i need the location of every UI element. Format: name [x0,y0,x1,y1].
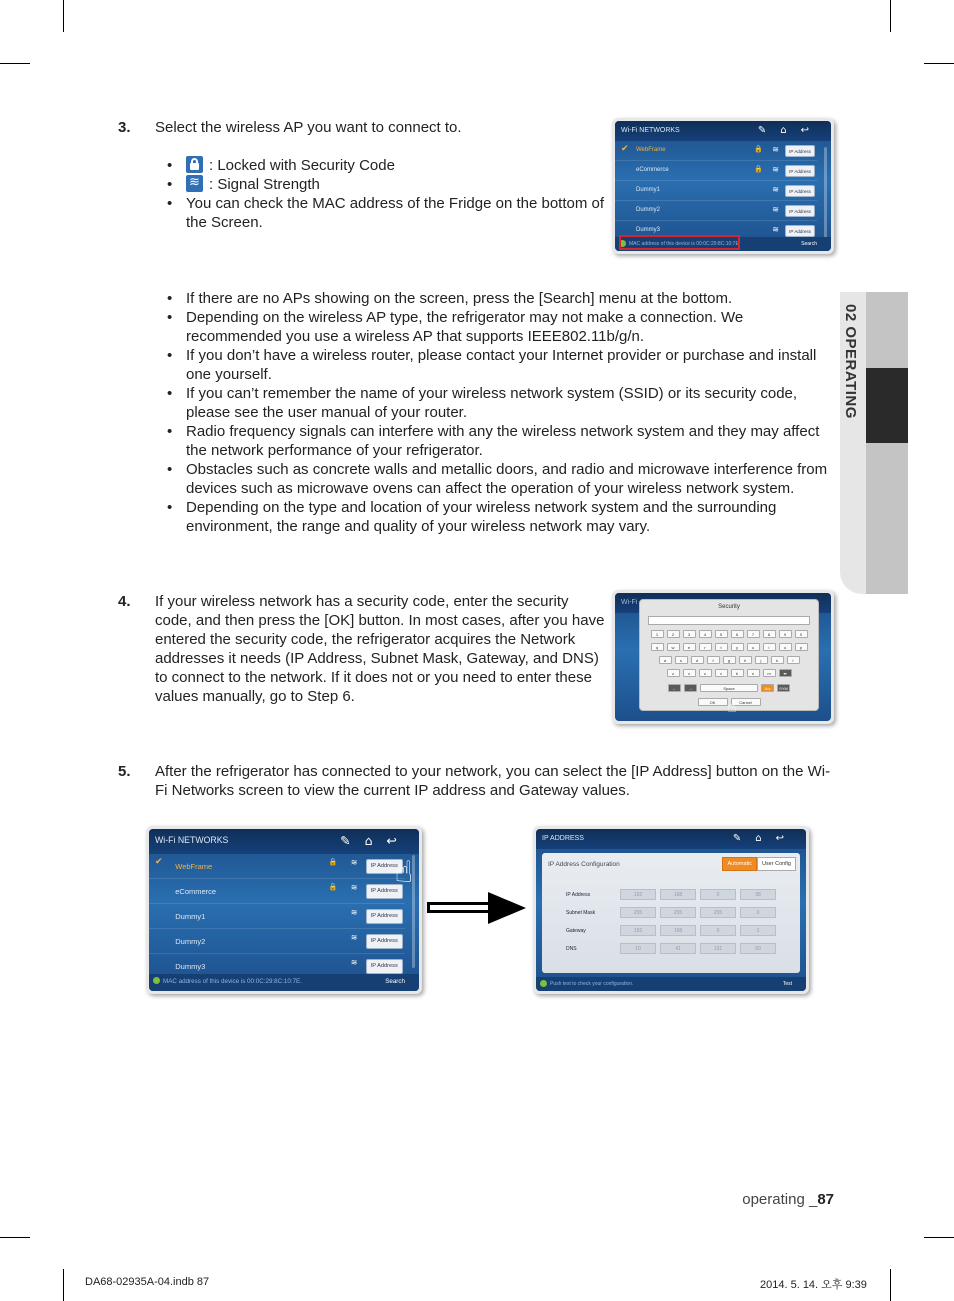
octet-field[interactable]: 10 [620,943,656,954]
list-item: • If there are no APs showing on the screen, press the [Search] menu at the bottom. [160,289,840,308]
key[interactable]: o [779,643,792,651]
key[interactable]: u [747,643,760,651]
network-row[interactable] [149,929,405,954]
network-name: Dummy3 [175,961,206,971]
backspace-key[interactable]: ⬅ [779,669,792,677]
check-icon: ✔ [621,144,629,154]
wifi-signal-icon: ≋ [772,205,779,214]
step-3-bullets [160,156,610,232]
ip-address-button[interactable]: IP Address [785,185,815,197]
ok-button[interactable]: OK [698,698,728,706]
list-item: • If you don’t have a wireless router, please contact your Internet provider or purchase and install one yourself. [160,346,840,384]
step-number: 5. [118,763,131,780]
ip-config-label: IP Address Configuration [548,861,620,868]
network-name: eCommerce [175,886,217,896]
key[interactable]: a [659,656,672,664]
octet-field[interactable]: 168 [660,889,696,900]
user-config-button[interactable]: User Config [757,857,796,871]
key[interactable]: 1 [651,630,664,638]
mac-address-text: MAC address of this device is 00:0C:29:8C:10:7E. [163,977,302,985]
ip-address-button[interactable]: IP Address [785,145,815,157]
crop-mark [0,1237,30,1238]
screen-title: Wi-Fi NETWORKS [155,835,229,845]
ip-field-label: IP Address [566,892,591,898]
page-number [742,1191,834,1208]
right-arrow-key[interactable]: → [684,684,697,692]
octet-field[interactable]: 60 [740,943,776,954]
key[interactable]: s [675,656,688,664]
key[interactable]: y [731,643,744,651]
step-text: Select the wireless AP you want to connect to. [155,119,462,136]
crop-mark [890,1269,891,1301]
key[interactable]: 5 [715,630,728,638]
key[interactable]: q [651,643,664,651]
lock-icon: 🔒 [754,165,763,173]
ip-field-label: DNS [566,946,577,952]
key[interactable]: 3 [683,630,696,638]
ip-address-button[interactable]: IP Address [366,884,404,899]
mac-address-text: MAC address of this device is 00:0C:29:8C:10:7E. [629,241,741,247]
sym-key[interactable]: SYM [777,684,790,692]
network-row[interactable] [615,161,817,181]
lock-icon: 🔒 [328,858,338,866]
mac-highlight-box [619,235,740,250]
ip-address-button[interactable]: IP Address [785,165,815,177]
security-keyboard-screenshot: Wi-Fi Security 1 2 3 4 5 6 7 8 9 0 q w e r t y u i o p a s d f g h j k l z x c v b n m ⬅ ← → Space A/a SYM OK Cancel ☝ [612,590,834,724]
network-name: Dummy2 [636,207,661,213]
ip-mode-toggle [722,857,796,871]
key[interactable]: x [683,669,696,677]
network-name: Dummy1 [636,187,661,193]
key[interactable]: i [763,643,776,651]
ip-config-panel [542,853,800,973]
page-num: 87 [817,1191,834,1208]
wifi-signal-icon: ≋ [350,858,358,867]
network-row[interactable] [615,141,817,161]
octet-field[interactable]: 0 [740,907,776,918]
page-prefix: operating _ [742,1191,818,1208]
network-name: WebFrame [175,861,213,871]
key[interactable]: n [747,669,760,677]
automatic-button[interactable]: Automatic [722,857,756,871]
key[interactable]: 0 [795,630,808,638]
header-icons: ✎⌂↩ [340,833,411,848]
key[interactable]: f [707,656,720,664]
network-row[interactable] [149,879,405,904]
key[interactable]: e [683,643,696,651]
key[interactable]: 2 [667,630,680,638]
file-slug: DA68-02935A-04.indb 87 [85,1276,210,1288]
list-item: • Radio frequency signals can interfere with any the wireless network system and they may affect the network performance of your refrigerator. [160,422,840,460]
wifi-signal-icon: ≋ [772,225,779,234]
list-item [160,156,610,175]
octet-field[interactable]: 255 [660,907,696,918]
list-item [160,194,610,232]
ip-address-button[interactable]: IP Address [785,205,815,217]
ip-field-label: Subnet Mask [566,910,596,916]
case-key[interactable]: A/a [761,684,774,692]
network-name: WebFrame [636,147,666,153]
key[interactable]: b [731,669,744,677]
key[interactable]: 9 [779,630,792,638]
test-button[interactable]: Test [782,981,792,987]
key[interactable]: t [715,643,728,651]
crop-mark [63,1269,64,1301]
crop-mark [924,1237,954,1238]
network-row[interactable] [615,181,817,201]
screen-title: IP ADDRESS [542,835,584,842]
lock-icon [186,156,203,173]
wifi-signal-icon: ≋ [350,933,358,942]
date-slug: 2014. 5. 14. 오후 9:39 [760,1279,867,1291]
footer-text: Push test to check your configuration. [550,981,634,987]
network-row[interactable] [149,854,405,879]
list-item: • Obstacles such as concrete walls and metallic doors, and radio and microwave interference from devices such as microwave ovens can affect the operation of your wireless network system. [160,460,840,498]
key[interactable]: l [787,656,800,664]
octet-field[interactable]: 131 [700,943,736,954]
network-name: eCommerce [636,167,669,173]
step-text: If your wireless network has a security code, enter the security code, and then press the [OK] button. In most cases, after you have entered the security code, the refrigerator acquires the Network addresses it needs (IP Address, Subnet Mask, Gateway, and DNS) to connect to the network. If it does not or you need to enter these values manually, go to Step 6. [155,593,605,705]
step-text: After the refrigerator has connected to your network, you can select the [IP Address] button on the Wi-Fi Networks screen to view the current IP address and Gateway values. [155,763,831,799]
list-item: • Depending on the wireless AP type, the refrigerator may not make a connection. We recommended you use a wireless AP that supports IEEE802.11b/g/n. [160,308,840,346]
wifi-signal-icon: ≋ [772,185,779,194]
octet-field[interactable]: 255 [620,907,656,918]
search-button[interactable]: Search [801,241,817,247]
network-name: Dummy1 [175,911,206,921]
list-item: • Depending on the type and location of your wireless network system and the surrounding environment, the range and quality of your wireless network may vary. [160,498,840,536]
info-icon [153,977,160,984]
keyboard-title: Security [718,604,740,610]
ip-address-button[interactable]: IP Address [366,959,404,974]
key[interactable]: 7 [747,630,760,638]
ip-address-screenshot [533,826,809,994]
octet-field[interactable]: 192 [620,925,656,936]
bullet-text: : Locked with Security Code [209,157,395,174]
network-name: Dummy2 [175,936,206,946]
wifi-signal-icon: ≋ [350,883,358,892]
octet-field[interactable]: 1 [740,925,776,936]
hand-pointer-icon: ☝ [727,697,737,716]
key[interactable]: j [755,656,768,664]
key[interactable]: z [667,669,680,677]
octet-field[interactable]: 41 [660,943,696,954]
wifi-networks-large-screenshot [146,826,422,994]
crop-mark [890,0,891,32]
hand-pointer-icon: ☝ [394,855,413,890]
side-tab-label: 02 OPERATING [842,304,859,419]
screen-title: Wi-Fi NETWORKS [621,127,680,134]
ip-address-button[interactable]: IP Address [785,225,815,237]
key[interactable]: m [763,669,776,677]
key[interactable]: d [691,656,704,664]
key[interactable]: w [667,643,680,651]
octet-field[interactable]: 192 [620,889,656,900]
octet-field[interactable]: 255 [700,907,736,918]
screen-footer [536,977,806,991]
check-icon: ✔ [155,857,163,867]
list-item [160,175,610,194]
search-button[interactable]: Search [385,977,405,985]
ip-address-button[interactable]: IP Address [366,859,404,874]
octet-field[interactable]: 168 [660,925,696,936]
crop-mark [0,63,30,64]
key[interactable]: 4 [699,630,712,638]
security-code-input[interactable] [648,616,810,625]
key[interactable]: c [699,669,712,677]
ip-address-button[interactable]: IP Address [366,934,404,949]
key[interactable]: 8 [763,630,776,638]
wifi-signal-icon: ≋ [350,908,358,917]
key[interactable]: 6 [731,630,744,638]
octet-field[interactable]: 0 [700,889,736,900]
left-arrow-key[interactable]: ← [668,684,681,692]
notes-list [160,289,840,536]
key[interactable]: g [723,656,736,664]
wifi-signal-icon: ≋ [350,958,358,967]
bullet-text: : Signal Strength [209,176,320,193]
wifi-networks-screenshot [612,118,834,254]
crop-mark [63,0,64,32]
list-item: • If you can’t remember the name of your wireless network system (SSID) or its security code, please see the user manual of your router. [160,384,840,422]
key[interactable]: k [771,656,784,664]
network-row[interactable] [149,904,405,929]
wifi-signal-icon: • ≋ [186,175,203,192]
wifi-signal-icon: ≋ [772,145,779,154]
screen-footer [149,974,419,992]
crop-mark [924,63,954,64]
space-key[interactable]: Space [700,684,758,692]
header-icons: ✎⌂↩ [732,833,798,844]
bullet-text: You can check the MAC address of the Fridge on the bottom of the Screen. [186,195,605,231]
ip-field-label: Gateway [566,928,586,934]
octet-field[interactable]: 0 [700,925,736,936]
ip-address-button[interactable]: IP Address [366,909,404,924]
key[interactable]: v [715,669,728,677]
key[interactable]: p [795,643,808,651]
step-number: 3. [118,119,131,136]
network-name: Dummy3 [636,227,661,233]
lock-icon: 🔒 [754,145,763,153]
lock-icon: 🔒 [328,883,338,891]
info-icon [540,980,547,987]
scrollbar[interactable] [824,147,827,238]
network-row[interactable] [615,201,817,221]
keyboard-popup [639,599,819,711]
step-number: 4. [118,593,131,610]
wifi-signal-icon: ≋ [772,165,779,174]
key[interactable]: r [699,643,712,651]
key[interactable]: h [739,656,752,664]
header-icons: ✎⌂↩ [757,125,823,136]
octet-field[interactable]: 38 [740,889,776,900]
cancel-button[interactable]: Cancel [731,698,761,706]
